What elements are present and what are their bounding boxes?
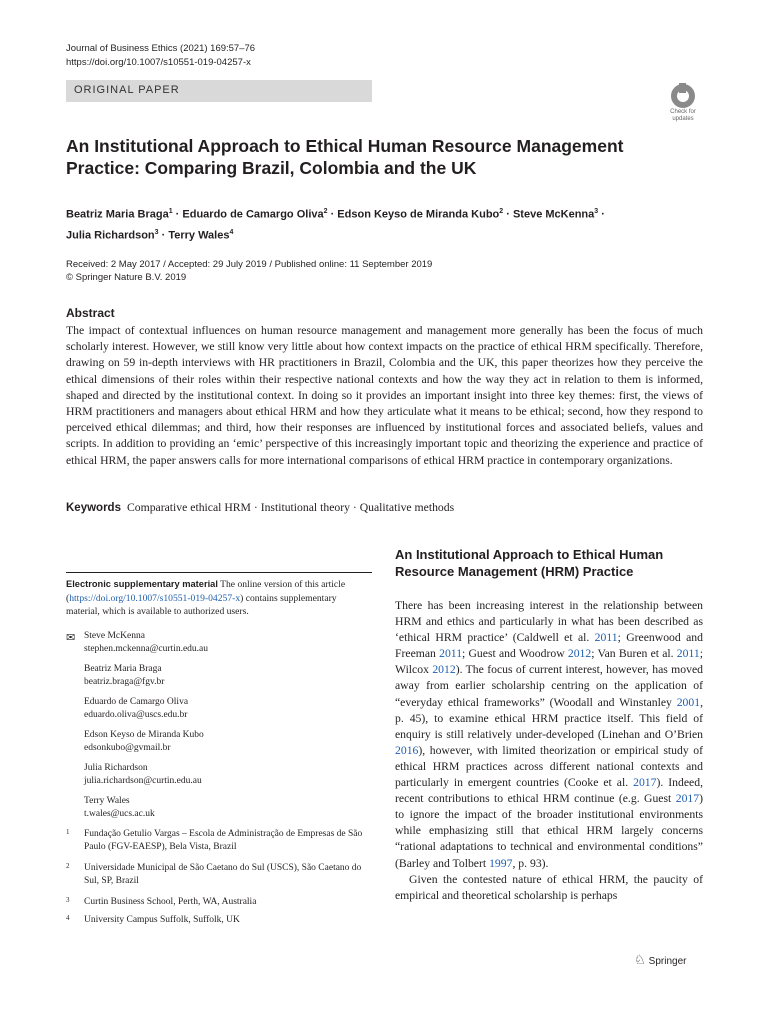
citation-link[interactable]: 1997 — [489, 856, 513, 870]
body-paragraph-1 — [395, 598, 703, 872]
contact-email[interactable]: eduardo.oliva@uscs.edu.br — [84, 710, 188, 720]
abstract-text: The impact of contextual influences on human resource management and management more generally has been the focus of much scholarly interest. However, we still know very little about how context impacts on the practice of ethical HRM specifically. Therefore, drawing on 59 in-depth interviews with HR practitioners in Brazil, Colombia and the UK, this paper theorizes how they perceive the ethical dimensions of their roles within their respective national contexts and how the way they act in relation to them is informed, shaped and directed by the institutional context. In doing so it provides an important insight into three key themes: first, the views of HRM practitioners and managers about ethical HRM and how they articulate what it means to be ethical; second, how they respond to perceived ethical dilemmas; and third, how their responses are influenced by institutional forces and associated beliefs, values and scripts. In addition to providing an ‘emic’ perspective of this increasingly important topic and theorizing the experience and practice of ethical HRM, the paper answers calls for more international comparisons of ethical HRM practice in contemporary organizations. — [66, 324, 703, 467]
contact-name: Beatriz Maria Braga — [84, 664, 162, 674]
keywords-label: Keywords — [66, 502, 121, 514]
contact-entry — [84, 696, 374, 722]
contact-name: Edson Keyso de Miranda Kubo — [84, 730, 204, 740]
body-paragraph-2: Given the contested nature of ethical HRM, the paucity of empirical and theoretical scholarship is perhaps — [395, 872, 703, 902]
affiliation-number: 1 — [66, 828, 70, 836]
esm-link[interactable]: https://doi.org/10.1007/s10551-019-04257-x — [69, 592, 241, 604]
check-for-updates-button[interactable] — [663, 84, 703, 124]
citation-link[interactable]: 2011 — [439, 647, 463, 661]
esm-text1: The online version of this article ( — [66, 579, 346, 604]
supplementary-note — [66, 578, 372, 619]
contact-email[interactable]: julia.richardson@curtin.edu.au — [84, 776, 202, 786]
publisher-name: Springer — [648, 956, 687, 967]
body-text-run: ; Guest and Woodrow — [462, 647, 568, 661]
article-type-badge — [66, 80, 372, 102]
citation-link[interactable]: 2017 — [633, 776, 657, 790]
contact-email[interactable]: beatriz.braga@fgv.br — [84, 677, 165, 687]
journal-header — [66, 42, 255, 70]
body-text-run: , p. 93). — [512, 856, 549, 870]
springer-horse-icon: ♘ — [634, 952, 646, 967]
citation-link[interactable]: 2011 — [594, 631, 618, 645]
citation-link[interactable]: 2001 — [676, 695, 701, 709]
author-name[interactable]: Steve McKenna — [512, 208, 595, 221]
received-dates: Received: 2 May 2017 / Accepted: 29 July 2019 / Published online: 11 September 2019 — [66, 259, 433, 270]
affiliation-text: Fundação Getulio Vargas – Escola de Administração de Empresas de São Paulo (FGV-EAESP), Bela Vista, Brazil — [84, 829, 363, 852]
author-name[interactable]: Terry Wales — [168, 229, 230, 242]
author-name[interactable]: Beatriz Maria Braga — [66, 208, 169, 221]
author-separator: · — [327, 208, 338, 221]
author-separator: · — [172, 208, 183, 221]
publication-dates — [66, 258, 686, 284]
keywords — [66, 501, 703, 514]
contact-entry — [84, 762, 374, 788]
publisher-logo — [634, 952, 686, 968]
citation-link[interactable]: 2017 — [675, 792, 700, 806]
body-text — [395, 598, 703, 904]
journal-citation: Journal of Business Ethics (2021) 169:57–76 — [66, 43, 256, 54]
author-name[interactable]: Julia Richardson — [66, 229, 155, 242]
affiliation-number: 4 — [66, 914, 70, 922]
body-text-run: ). Indeed, recent contributions to ethical HRM continue (e.g. Guest — [395, 776, 703, 806]
citation-link[interactable]: 2012 — [567, 647, 592, 661]
affiliation-text: Universidade Municipal de São Caetano do Sul (USCS), São Caetano do Sul, SP, Brazil — [84, 863, 362, 886]
author-affiliation-marker: 4 — [229, 228, 234, 236]
body-text-run: ; Greenwood and Freeman — [395, 631, 703, 661]
affiliation-number: 3 — [66, 896, 70, 904]
contact-name: Steve McKenna — [84, 631, 145, 641]
affiliation-text: University Campus Suffolk, Suffolk, UK — [84, 915, 240, 925]
check-updates-line1: Check for — [670, 109, 696, 115]
bookmark-icon — [671, 84, 695, 108]
body-text-run: ; Wilcox — [395, 647, 703, 677]
contact-name: Eduardo de Camargo Oliva — [84, 697, 189, 707]
citation-link[interactable]: 2016 — [395, 743, 419, 757]
author-affiliation-marker: 3 — [154, 228, 159, 236]
body-text-run: ), however, with limited theorization or empirical study of ethical HRM practices across different national contexts and particularly in emergent countries (Cooke et al. — [395, 743, 703, 790]
body-text-run: ). The focus of current interest, however, has moved away from earlier scholarship centring on the application of “everyday ethical frameworks” (Woodall and Winstanley — [395, 663, 703, 709]
author-separator: · — [598, 208, 605, 221]
contact-email[interactable]: stephen.mckenna@curtin.edu.au — [84, 644, 209, 654]
contact-entry — [84, 663, 374, 689]
author-affiliation-marker: 3 — [594, 208, 599, 215]
contact-email[interactable]: t.wales@ucs.ac.uk — [84, 809, 155, 819]
citation-link[interactable]: 2012 — [432, 663, 456, 677]
citation-link[interactable]: 2011 — [676, 647, 700, 661]
envelope-icon: ✉ — [66, 632, 76, 644]
contact-entry — [84, 795, 374, 821]
author-name[interactable]: Edson Keyso de Miranda Kubo — [337, 208, 500, 221]
paper-title: An Institutional Approach to Ethical Human Resource Management Practice: Comparing Brazil, Colombia and the UK — [66, 136, 624, 178]
esm-text2: ) contains supplementary material, which is available to authorized users. — [66, 592, 337, 617]
section-heading: An Institutional Approach to Ethical Human Resource Management (HRM) Practice — [395, 547, 664, 579]
article-type-label: ORIGINAL PAPER — [74, 84, 180, 96]
contact-name: Julia Richardson — [84, 763, 148, 773]
keywords-text: Comparative ethical HRM · Institutional theory · Qualitative methods — [126, 501, 455, 514]
contact-entry — [84, 630, 374, 656]
affiliation-text: Curtin Business School, Perth, WA, Australia — [84, 897, 257, 907]
copyright: © Springer Nature B.V. 2019 — [66, 272, 187, 283]
check-updates-line2: updates — [672, 116, 694, 122]
author-affiliation-marker: 1 — [168, 208, 173, 215]
contact-email[interactable]: edsonkubo@gvmail.br — [84, 743, 171, 753]
author-separator: · — [503, 208, 513, 221]
footnote-divider — [66, 572, 372, 573]
journal-doi[interactable]: https://doi.org/10.1007/s10551-019-04257-x — [66, 57, 251, 68]
body-text-run: ; Van Buren et al. — [591, 647, 677, 661]
affiliation-number: 2 — [66, 862, 70, 870]
author-affiliation-marker: 2 — [323, 208, 328, 215]
abstract-heading: Abstract — [66, 306, 115, 320]
body-text-run: ) to ignore the impact of the broader institutional environments while emphasizing still that ethical HRM largely concerns “rational adaptations to technical and environmental conditions” (Barley and Tolbert — [395, 792, 703, 870]
body-text-run: , p. 45), to examine ethical HRM practice itself. This field of enquiry is still relatively under-developed (Linehan and O’Brien — [395, 695, 703, 741]
contact-entry — [84, 729, 374, 755]
author-name[interactable]: Eduardo de Camargo Oliva — [182, 208, 324, 221]
contact-name: Terry Wales — [84, 796, 130, 806]
contact-list — [84, 630, 374, 828]
esm-label: Electronic supplementary material — [66, 579, 218, 589]
author-separator: · — [158, 229, 169, 242]
body-text-run: There has been increasing interest in the relationship between HRM and ethics and particularly in what has been described as ‘ethical HRM practice’ (Caldwell et al. — [395, 599, 703, 645]
author-affiliation-marker: 2 — [499, 208, 504, 215]
author-list — [66, 203, 686, 244]
